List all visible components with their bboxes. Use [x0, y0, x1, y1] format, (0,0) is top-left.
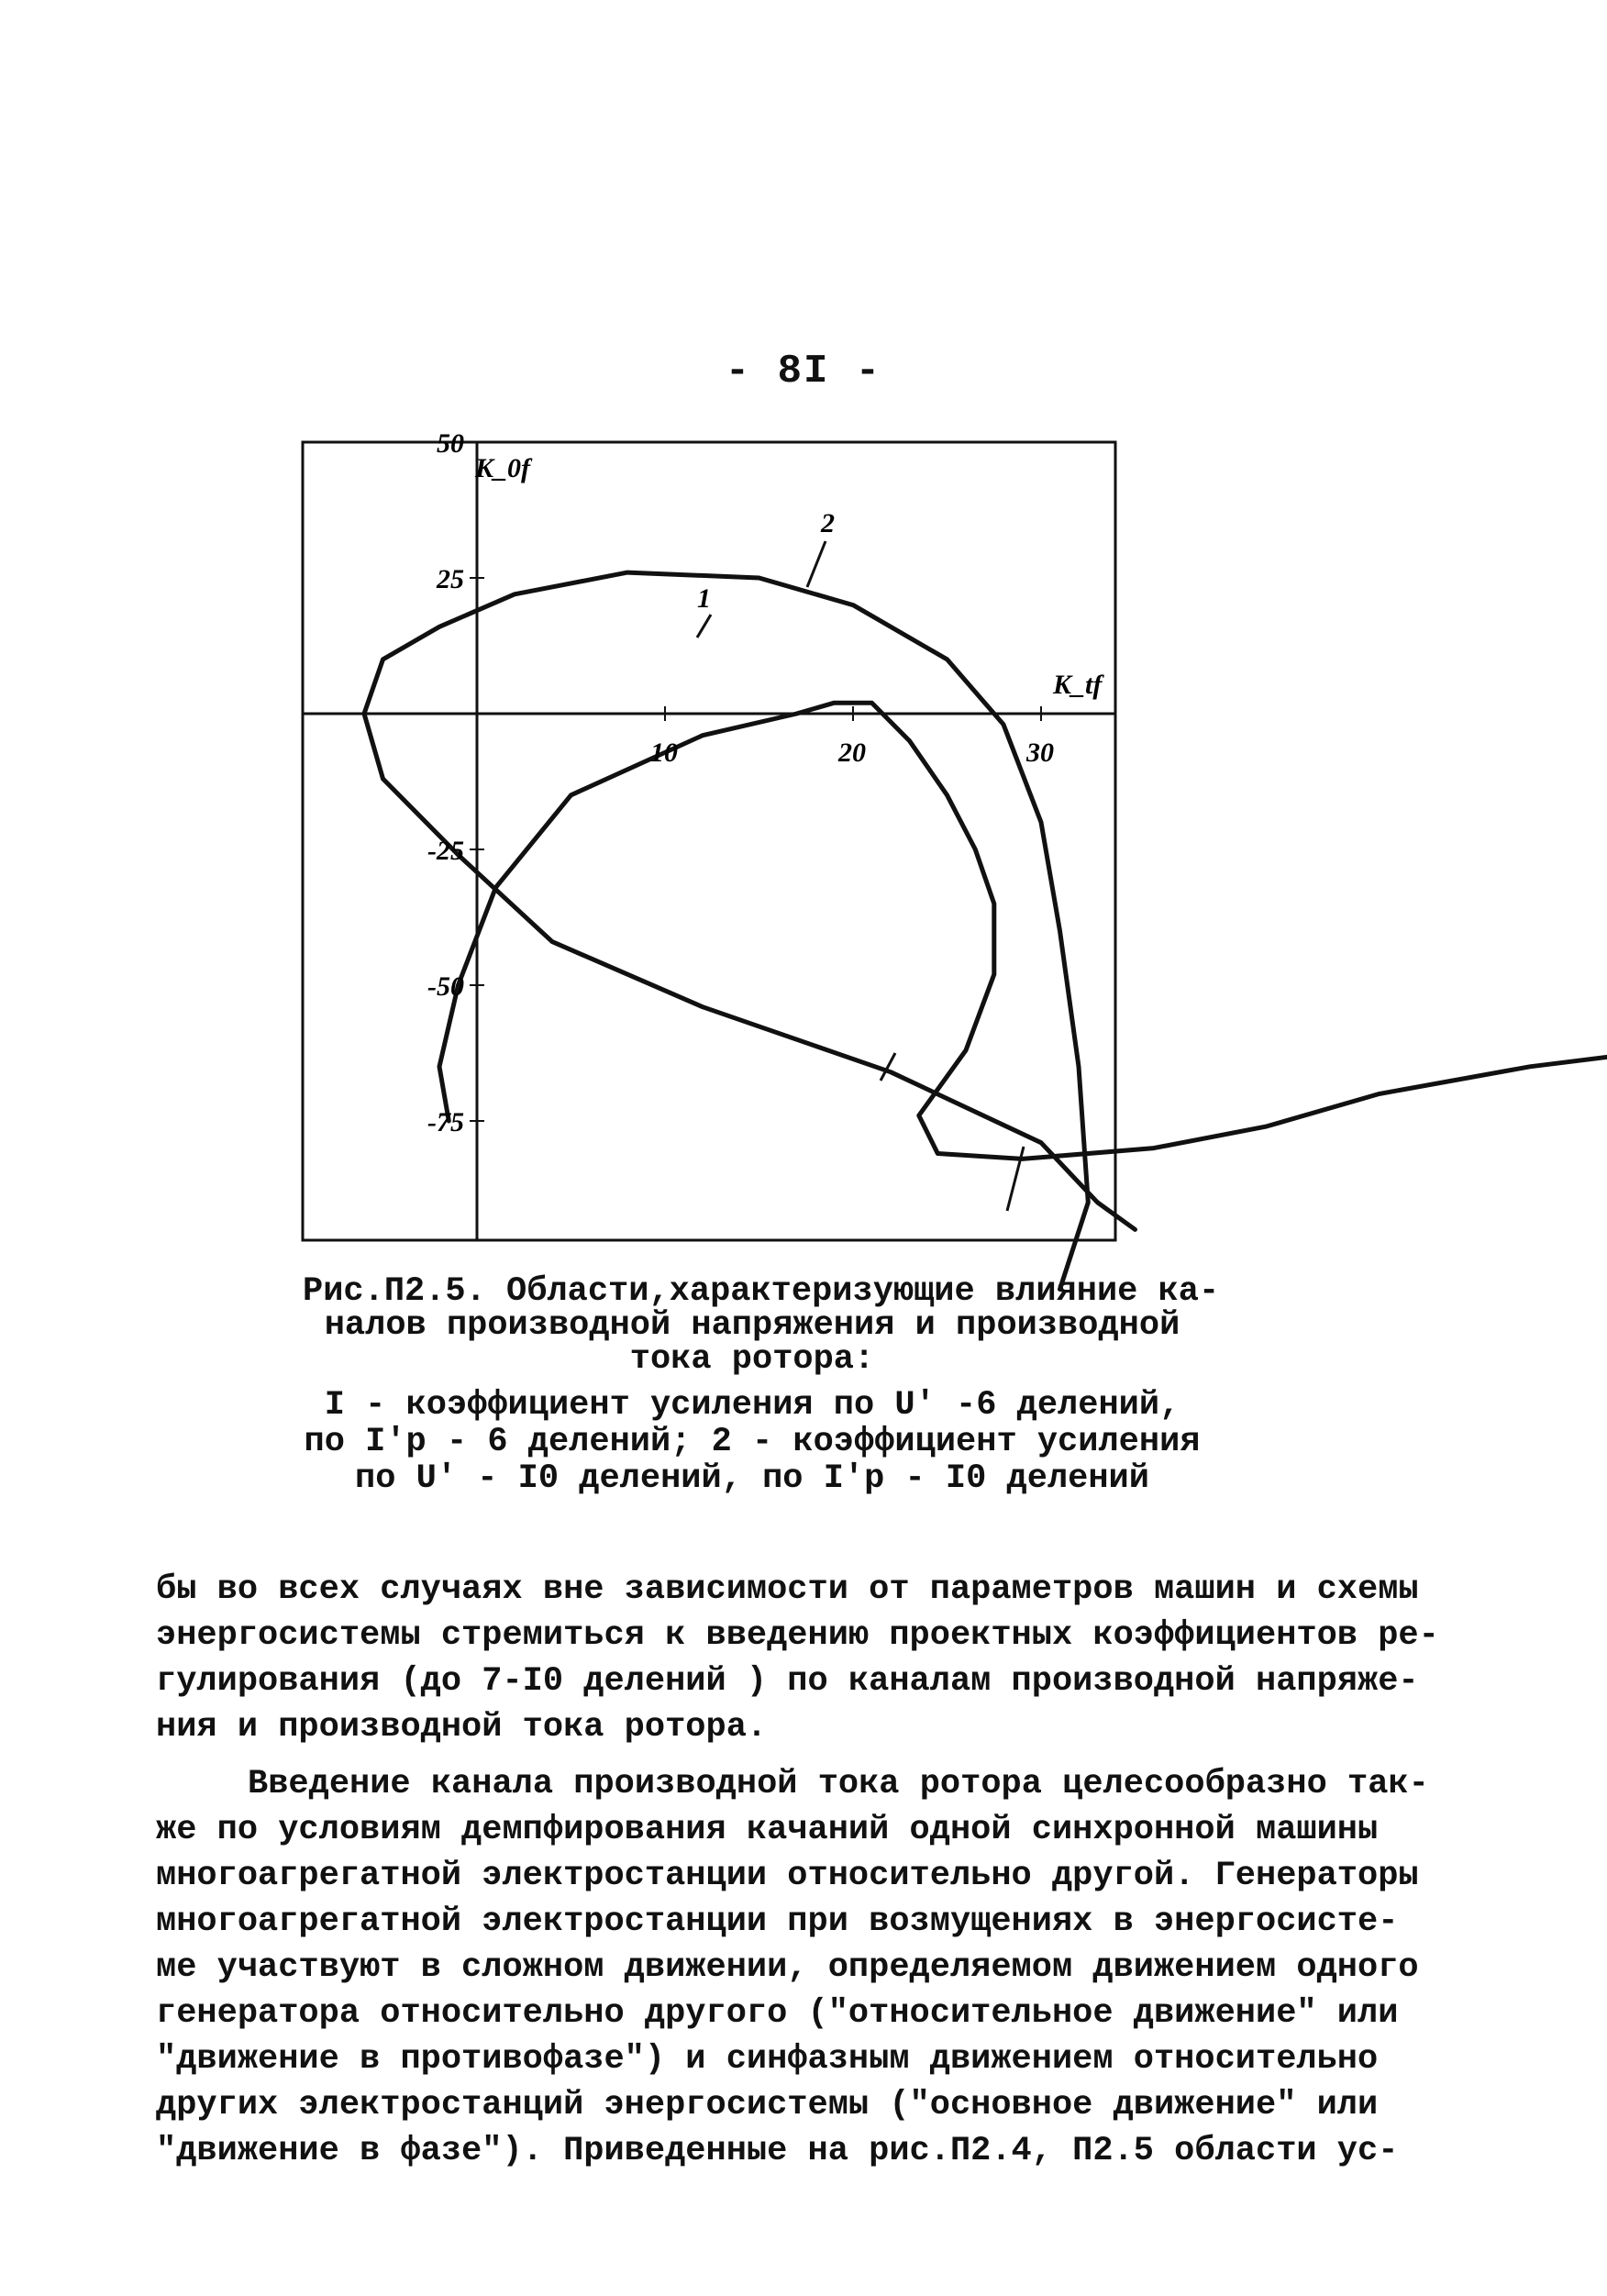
text-line: ме участвуют в сложном движении, определяемом движением одного: [156, 1948, 1419, 1987]
figure-legend: [303, 1387, 1202, 1497]
caption-line: налов производной напряжения и производной: [324, 1306, 1180, 1345]
page-number: - 8I -: [725, 349, 882, 394]
text-line: "движение в фазе"). Приведенные на рис.П2.4, П2.5 области ус-: [156, 2132, 1399, 2170]
text-line: гулирования (до 7-I0 делений ) по каналам производной напряже-: [156, 1662, 1419, 1701]
curve-label-2: 2: [821, 508, 835, 538]
legend-line: по I'р - 6 делений; 2 - коэффициент усиления: [304, 1423, 1201, 1461]
text-line: бы во всех случаях вне зависимости от параметров машин и схемы: [156, 1570, 1419, 1609]
x-axis-label: K_tf: [1053, 670, 1103, 700]
ticks-layer: [427, 428, 1054, 1137]
y-tick-label: -25: [427, 836, 464, 866]
curve-label-1: 1: [697, 583, 711, 614]
legend-line: I - коэффициент усиления по U' -6 делений,: [324, 1386, 1180, 1425]
y-tick-label: -50: [427, 971, 464, 1002]
y-tick-label: 25: [437, 564, 464, 594]
figure-caption: [303, 1272, 1220, 1379]
text-line: "движение в противофазе") и синфазным движением относительно: [156, 2040, 1379, 2079]
text-line: ния и производной тока ротора.: [156, 1708, 768, 1747]
y-axis-label: K_0f: [475, 453, 530, 483]
text-line: многоагрегатной электростанции при возмущениях в энергосисте-: [156, 1902, 1399, 1941]
text-line: других электростанций энергосистемы ("основное движение" или: [156, 2086, 1379, 2124]
curve-end-mark-1: [881, 1053, 895, 1081]
x-tick-label: 30: [1026, 738, 1054, 768]
y-tick-label: -75: [427, 1107, 464, 1137]
text-line: энергосистемы стремиться к введению проектных коэффициентов ре-: [156, 1616, 1439, 1655]
paragraph: [156, 1567, 1439, 1750]
curve-leader-2: [807, 541, 826, 587]
x-tick-label: 10: [650, 738, 678, 768]
text-line: генератора относительно другого ("относительное движение" или: [156, 1994, 1399, 2033]
text-line: Введение канала производной тока ротора целесообразно так-: [248, 1765, 1429, 1803]
y-tick-label: 50: [437, 428, 464, 459]
caption-line: Рис.П2.5. Области,характеризующие влияние ка-: [303, 1272, 1220, 1311]
text-line: многоагрегатной электростанции относительно другой. Генераторы: [156, 1857, 1419, 1895]
paragraph: [156, 1761, 1429, 2174]
caption-line: тока ротора:: [629, 1340, 875, 1379]
legend-line: по U' - I0 делений, по I'р - I0 делений: [355, 1459, 1149, 1498]
curve-leader-1: [697, 615, 711, 638]
curves-layer: [364, 508, 1607, 1290]
text-line: же по условиям демпфирования качаний одной синхронной машины: [156, 1811, 1379, 1849]
body-text: [156, 1567, 1439, 2174]
x-tick-label: 20: [838, 738, 866, 768]
